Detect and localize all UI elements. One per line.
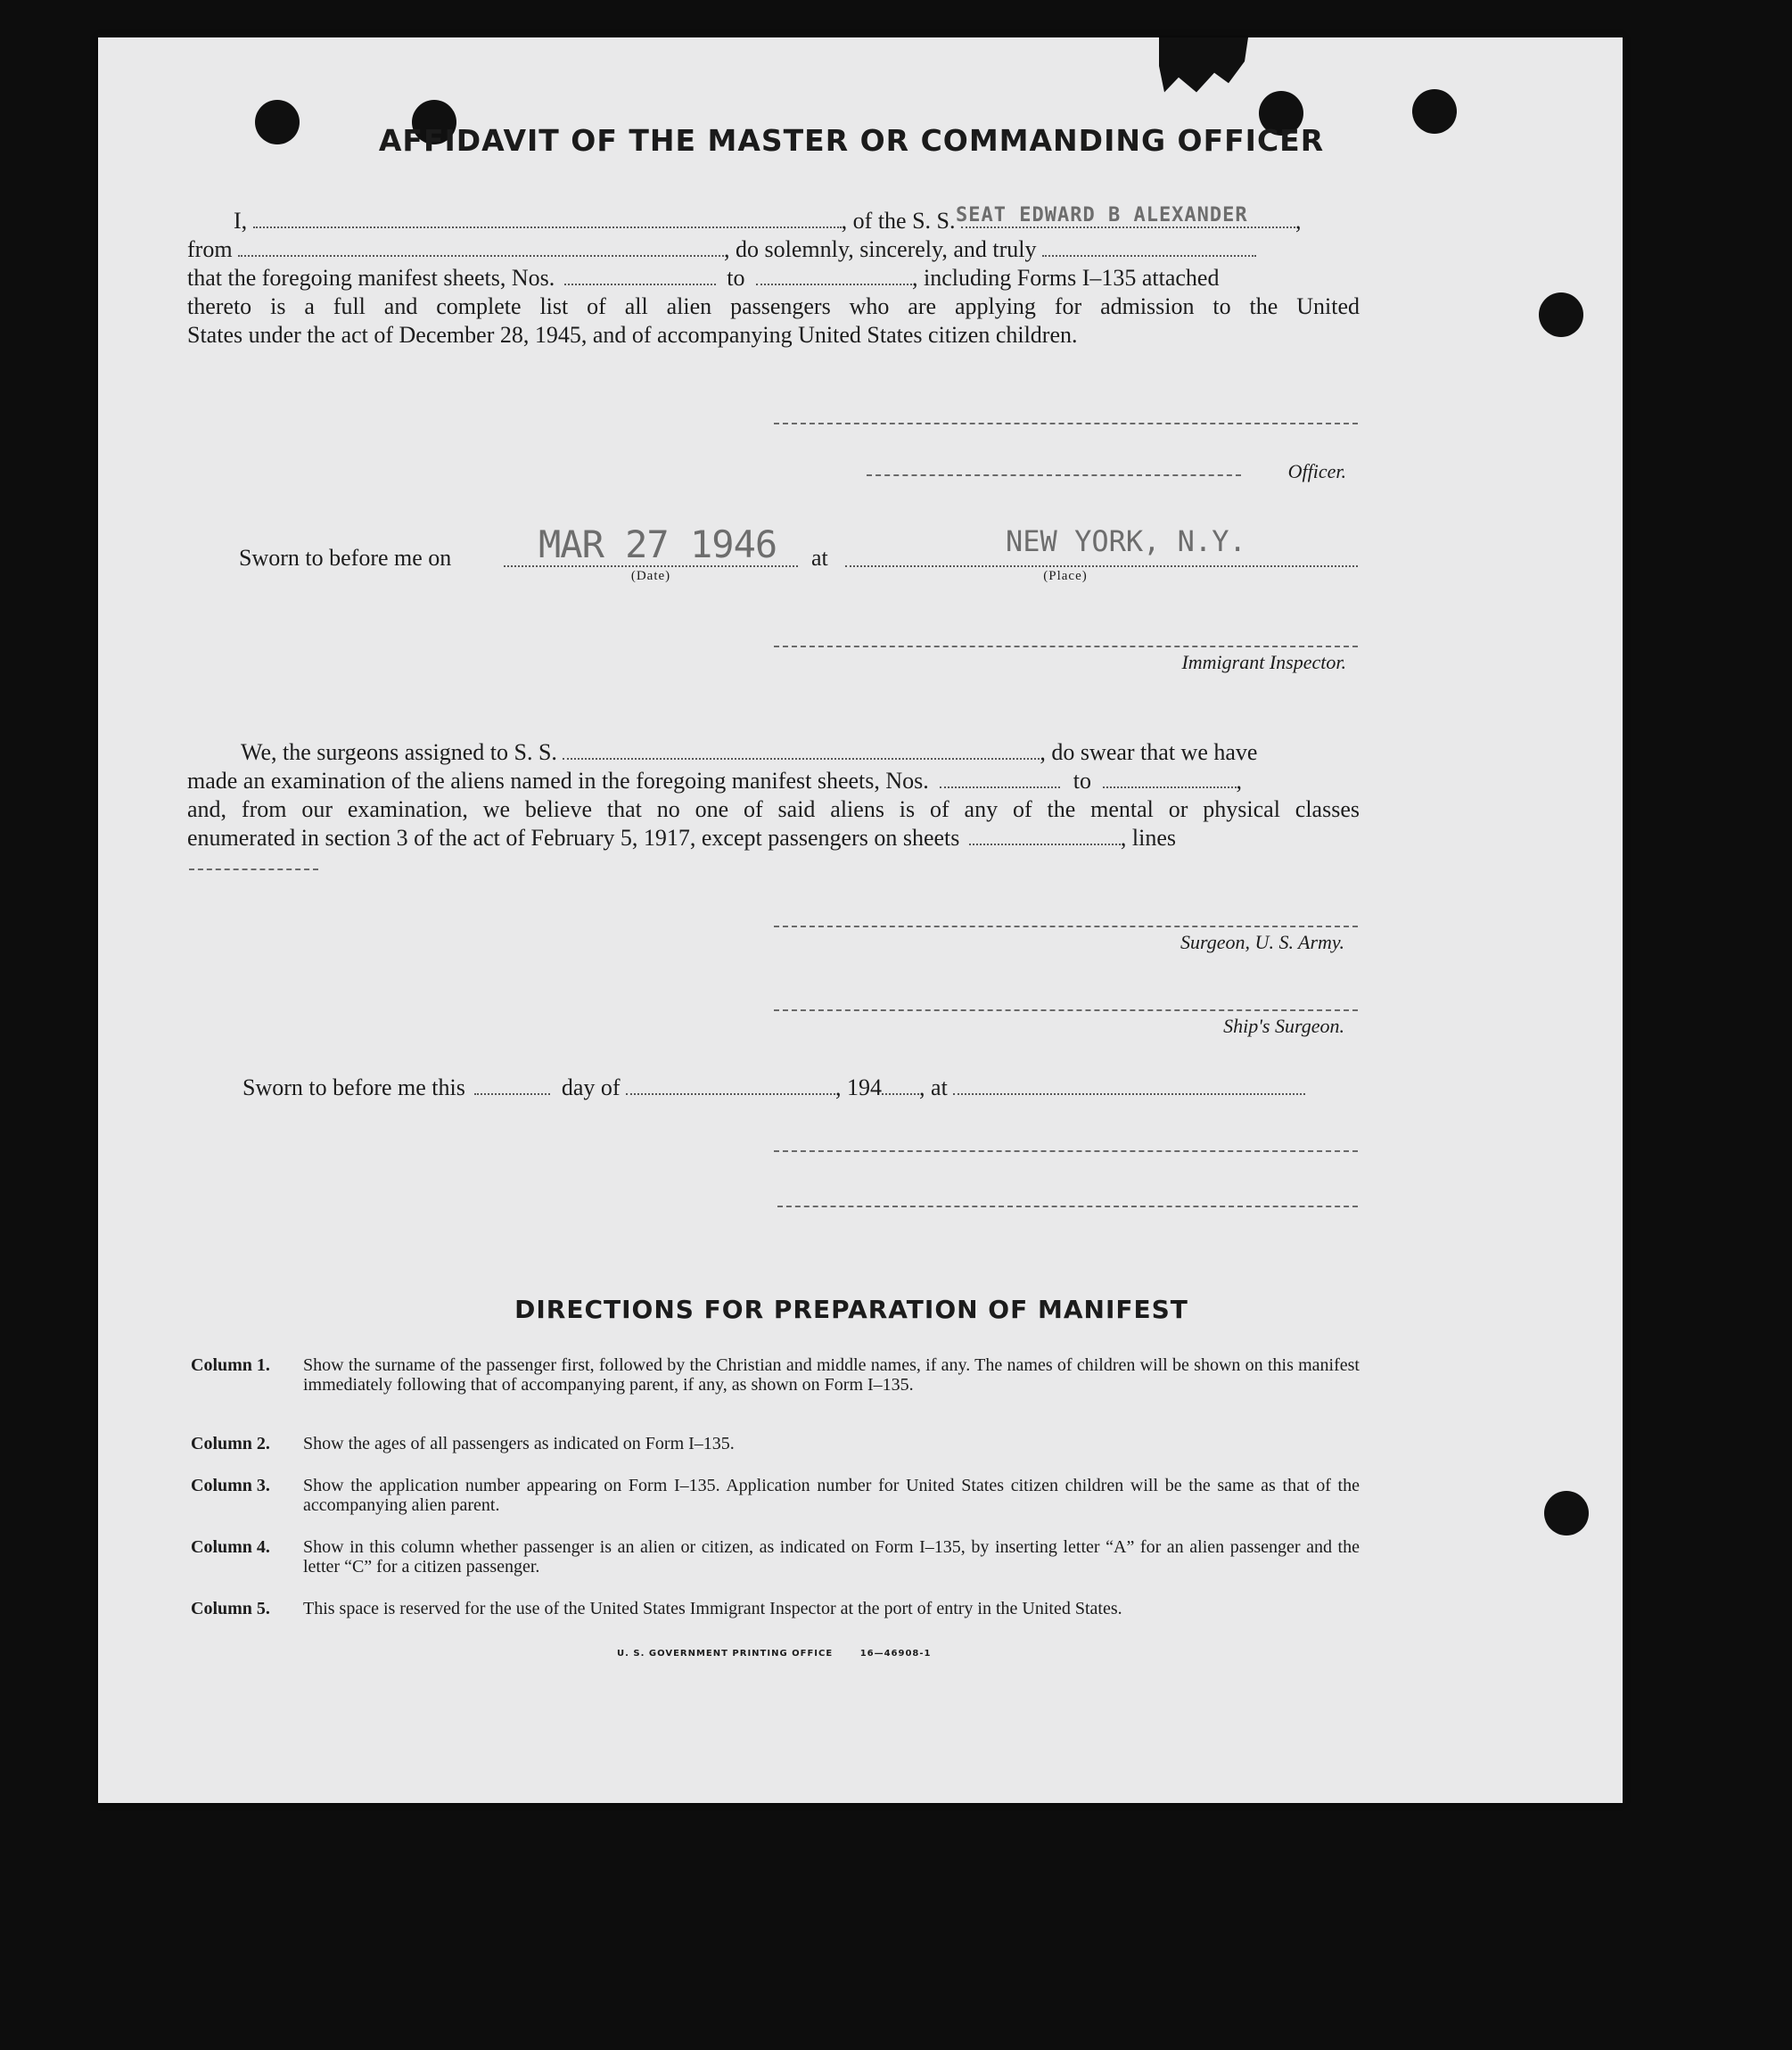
affidavit-line-1: I, , of the S. S. SEAT EDWARD B ALEXANDER , [187,207,1360,235]
surgeons-line-4: enumerated in section 3 of the act of February 5, 1917, except passengers on sheets , lines [187,825,1177,851]
officer-signature-line[interactable] [774,423,1358,424]
sworn-year-field[interactable] [882,1075,919,1095]
except-sheets-field[interactable] [969,826,1121,845]
form-number: 16—46908-1 [859,1649,932,1659]
date-caption: (Date) [630,569,671,583]
gpo-text: U. S. GOVERNMENT PRINTING OFFICE [617,1649,834,1659]
inspector-label: Immigrant Inspector. [1181,651,1346,673]
form-sheet [98,37,1623,1803]
swear-field[interactable] [1042,237,1256,257]
from-port-field[interactable] [238,237,724,257]
affidavit-line-4: thereto is a full and complete list of all alien passengers who are applying for admission to the United [187,293,1360,319]
affidavit-line-5: States under the act of December 28, 1945, and of accompanying United States citizen children. [187,322,1078,348]
surgeons-line-3: and, from our examination, we believe that no one of said aliens is of any of the mental or physical classes [187,796,1360,822]
officer-label: Officer. [1287,460,1346,482]
surgeon-sheets-from-field[interactable] [940,769,1060,788]
affidavit-line-3: that the foregoing manifest sheets, Nos. to , including Forms I–135 attached [187,265,1220,291]
direction-label: Column 5. [191,1599,270,1618]
surgeons-line-1: We, the surgeons assigned to S. S. , do swear that we have [241,739,1258,765]
sworn-place-stamp: NEW YORK, N.Y. [1006,524,1246,558]
punch-hole [1412,89,1457,134]
sworn-date-line: Sworn to before me on [239,545,452,571]
direction-text: Show in this column whether passenger is an alien or citizen, as indicated on Form I–135, by inserting letter “A” for an alien passenger and the letter “C” for a citizen passenger. [303,1537,1360,1577]
inspector-signature-line[interactable] [774,646,1358,647]
army-surgeon-signature-line[interactable] [774,926,1358,927]
affidavit-line-2: from , do solemnly, sincerely, and truly [187,235,1360,264]
direction-text: Show the surname of the passenger first, followed by the Christian and middle names, if any. The names of children will be shown on this manifest immediately following that of accompanying parent, if any, as shown on Form I–135. [303,1355,1360,1395]
except-lines-field[interactable] [189,869,318,870]
punch-hole [255,100,300,144]
surgeons-line-2: made an examination of the aliens named in the foregoing manifest sheets, Nos. to , [187,768,1242,794]
surgeon-ship-field[interactable] [563,740,1040,760]
direction-label: Column 1. [191,1355,270,1375]
sheets-to-field[interactable] [756,266,912,285]
ship-surgeon-signature-line[interactable] [774,1009,1358,1011]
place-caption: (Place) [1043,569,1088,583]
ship-surgeon-label: Ship's Surgeon. [1223,1015,1344,1037]
ship-name-stamp: SEAT EDWARD B ALEXANDER [956,204,1248,226]
army-surgeon-label: Surgeon, U. S. Army. [1180,931,1344,953]
direction-text: Show the ages of all passengers as indicated on Form I–135. [303,1434,735,1453]
sworn-this-line: Sworn to before me this day of , 194 , at [187,1074,1360,1102]
direction-text: This space is reserved for the use of the United States Immigrant Inspector at the port of entry in the United States. [303,1599,1122,1618]
master-name-field[interactable] [253,209,842,228]
punch-hole [1544,1491,1589,1535]
sworn-date-stamp: MAR 27 1946 [538,523,777,566]
direction-text: Show the application number appearing on Form I–135. Application number for United States citizen children will be the same as that of the accompanying alien parent. [303,1476,1360,1515]
sworn-at-label: at [811,545,828,571]
sworn-place-field-2[interactable] [953,1075,1305,1095]
punch-hole [1539,292,1583,337]
printing-office-footer [617,1649,932,1659]
direction-label: Column 2. [191,1434,270,1453]
affidavit-title: AFFIDAVIT OF THE MASTER OR COMMANDING OFFICER [378,123,1325,158]
ship-name-field[interactable] [956,204,1295,228]
directions-title: DIRECTIONS FOR PREPARATION OF MANIFEST [514,1295,1188,1324]
surgeon-sheets-to-field[interactable] [1103,769,1237,788]
official-signature-line[interactable] [774,1150,1358,1152]
torn-corner [1159,37,1248,95]
sworn-month-field[interactable] [626,1075,835,1095]
sworn-day-field[interactable] [474,1075,550,1095]
official-title-line[interactable] [777,1206,1358,1207]
sheets-from-field[interactable] [564,266,716,285]
direction-label: Column 4. [191,1537,270,1557]
direction-label: Column 3. [191,1476,270,1495]
